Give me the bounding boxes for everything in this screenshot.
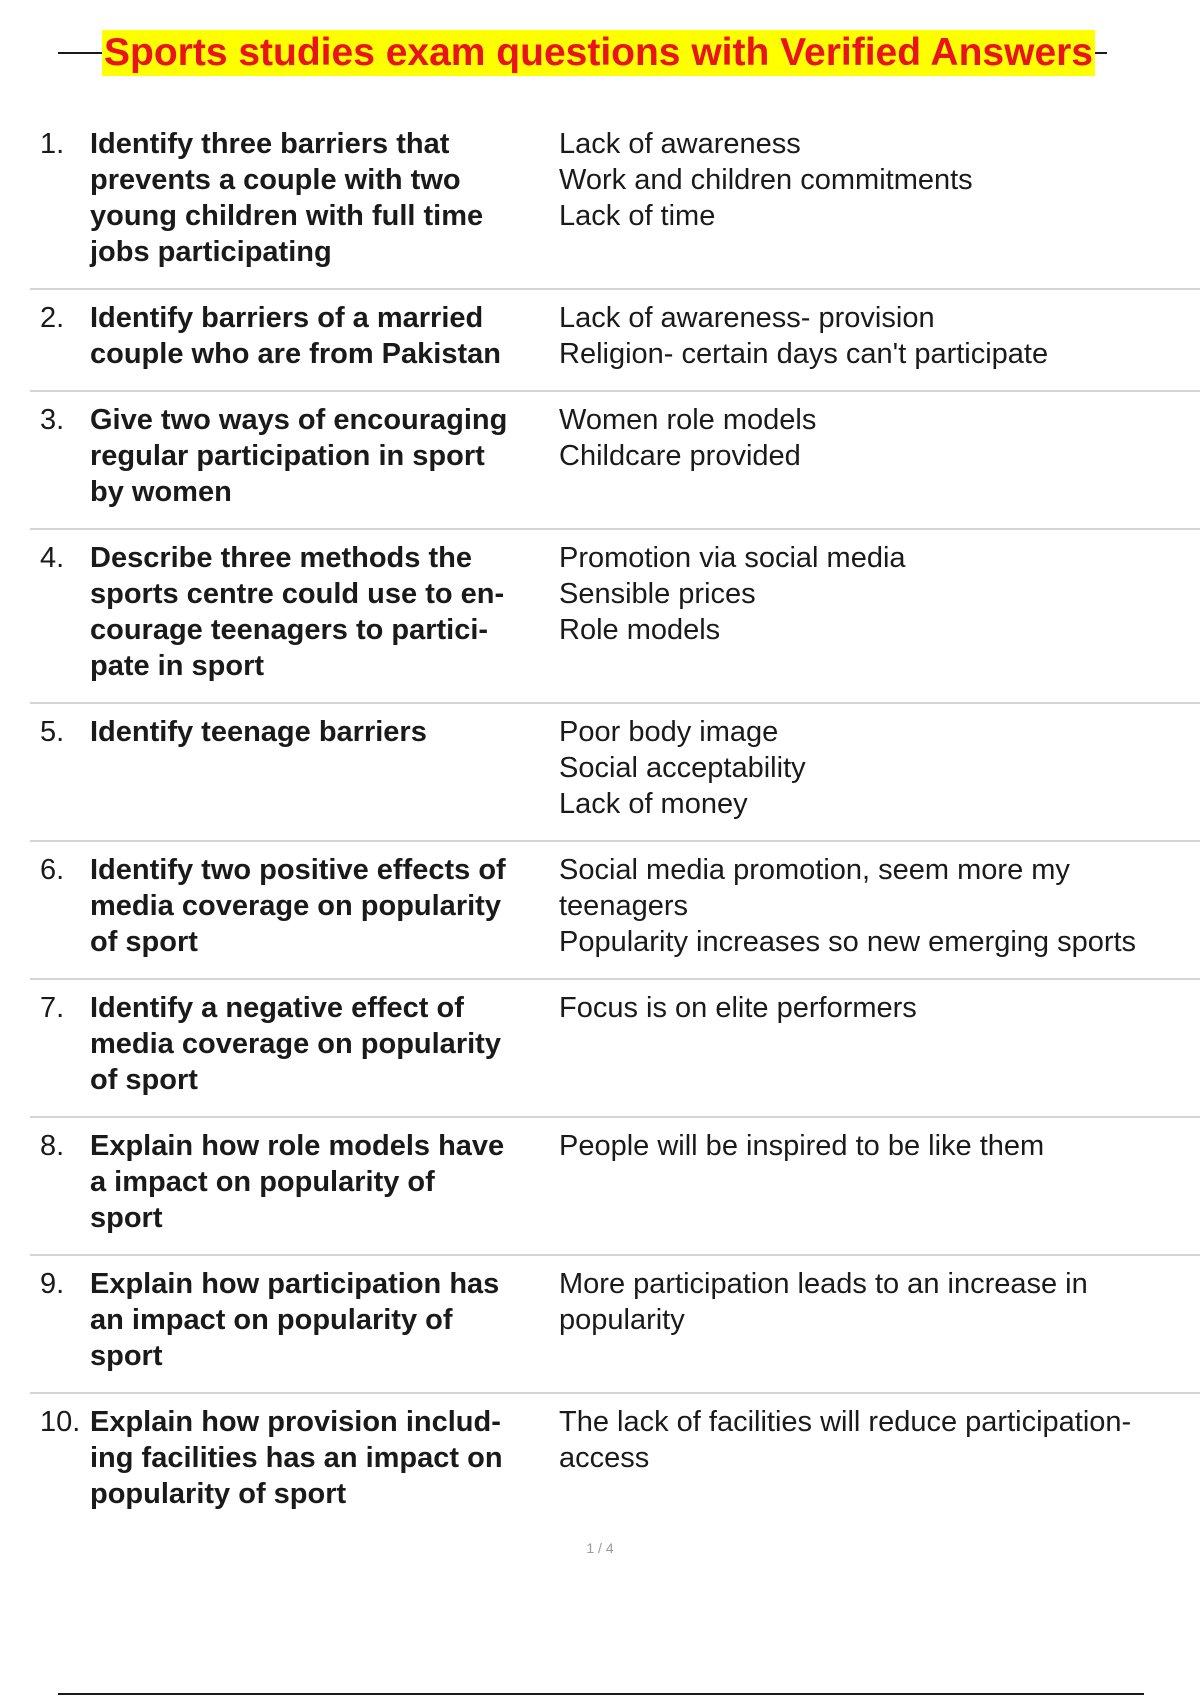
answer-text: Poor body image Social acceptability Lack of money <box>559 716 806 820</box>
document-title: Sports studies exam questions with Verified Answers <box>104 31 1093 74</box>
question-row-8 <box>30 1118 1200 1256</box>
question-row-7 <box>30 980 1200 1118</box>
title-dash-left <box>58 52 102 54</box>
page-indicator: 1 / 4 <box>586 1540 614 1556</box>
title-dash-right <box>1095 52 1107 54</box>
answer-text: Lack of awareness Work and children commitments Lack of time <box>559 128 973 232</box>
question-row-3 <box>30 392 1200 530</box>
answer-text: The lack of facilities will reduce participation- access <box>559 1406 1132 1474</box>
bottom-rule <box>58 1693 1144 1695</box>
answer-text: Women role models Childcare provided <box>559 404 817 472</box>
question-number: 1. <box>40 128 65 160</box>
question-number: 4. <box>40 542 65 574</box>
question-text: Explain how participation has an impact on popularity of sport <box>90 1268 500 1372</box>
question-row-9 <box>30 1256 1200 1394</box>
question-row-5 <box>30 704 1200 842</box>
question-number: 10. <box>40 1406 81 1438</box>
question-row-2 <box>30 290 1200 392</box>
question-number: 8. <box>40 1130 65 1162</box>
question-text: Give two ways of encouraging regular participation in sport by women <box>90 404 508 508</box>
question-text: Identify three barriers that prevents a couple with two young children with full time jobs participating <box>90 128 484 268</box>
question-text: Identify two positive effects of media coverage on popularity of sport <box>90 854 506 958</box>
question-row-10 <box>30 1394 1200 1530</box>
answer-text: Social media promotion, seem more my teenagers Popularity increases so new emerging sports <box>559 854 1137 958</box>
question-number: 7. <box>40 992 65 1024</box>
question-text: Identify teenage barriers <box>90 716 427 748</box>
answer-text: More participation leads to an increase in popularity <box>559 1268 1088 1336</box>
question-text: Describe three methods the sports centre could use to en- courage teenagers to partici- pate in sport <box>90 542 505 682</box>
question-row-6 <box>30 842 1200 980</box>
question-row-1 <box>30 116 1200 290</box>
question-text: Explain how provision includ- ing facilities has an impact on popularity of sport <box>90 1406 503 1510</box>
answer-text: Focus is on elite performers <box>559 992 917 1024</box>
document-header <box>58 30 1144 76</box>
question-number: 9. <box>40 1268 65 1300</box>
answer-text: Promotion via social media Sensible prices Role models <box>559 542 906 646</box>
question-answer-list <box>30 116 1200 1530</box>
question-number: 3. <box>40 404 65 436</box>
question-number: 2. <box>40 302 65 334</box>
question-text: Identify barriers of a married couple who are from Pakistan <box>90 302 501 370</box>
answer-text: People will be inspired to be like them <box>559 1130 1045 1162</box>
question-text: Identify a negative effect of media coverage on popularity of sport <box>90 992 501 1096</box>
question-row-4 <box>30 530 1200 704</box>
question-number: 6. <box>40 854 65 886</box>
question-number: 5. <box>40 716 65 748</box>
answer-text: Lack of awareness- provision Religion- certain days can't participate <box>559 302 1049 370</box>
question-text: Explain how role models have a impact on popularity of sport <box>90 1130 505 1234</box>
